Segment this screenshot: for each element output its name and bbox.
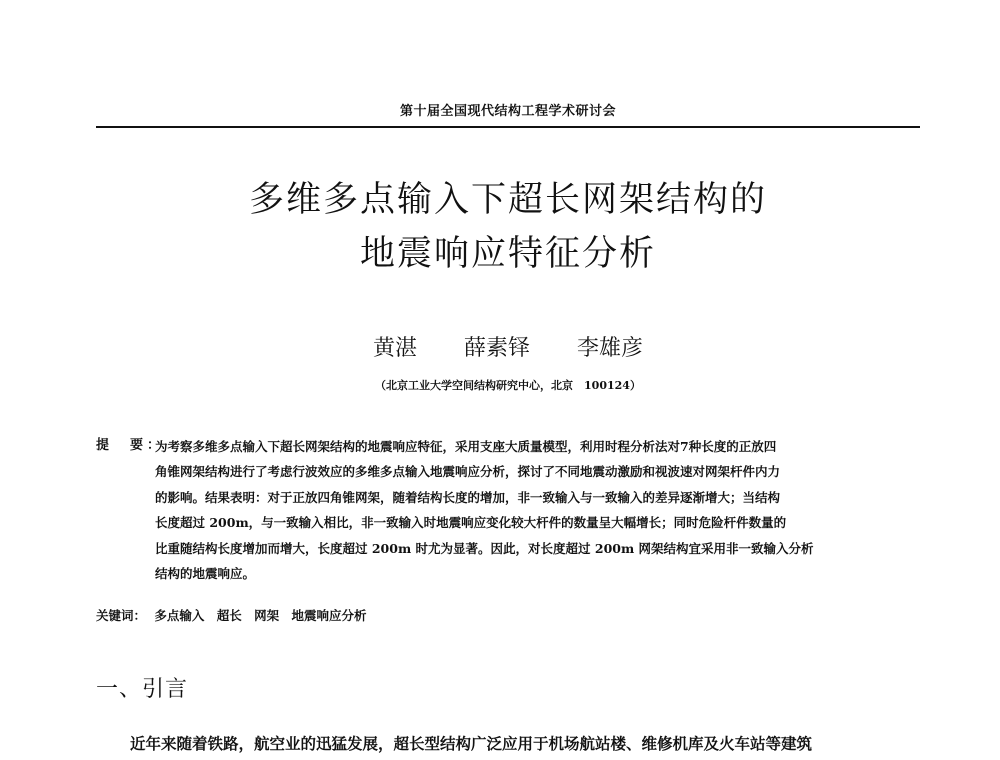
running-header: 第十届全国现代结构工程学术研讨会: [399, 104, 616, 119]
author-name: 黄湛: [372, 336, 417, 361]
keyword: 多点输入: [154, 608, 205, 623]
abstract-body: [155, 434, 915, 586]
keywords: [96, 606, 375, 624]
keyword: 地震响应分析: [291, 608, 367, 623]
keyword: 超长: [216, 608, 242, 623]
header-rule: [96, 126, 920, 128]
author-name: 薛素铎: [463, 336, 530, 361]
section-heading: 一、引言: [96, 677, 189, 702]
abstract-line: 比重随结构长度增加而增大，长度超过 200m 时尤为显著。因此，对长度超过 200m 网架结构宜采用非一致输入分析: [155, 540, 814, 556]
paper-title-line-1: 多维多点输入下超长网架结构的: [248, 180, 767, 220]
abstract-label: 提 要：: [96, 438, 165, 453]
abstract-line: 角锥网架结构进行了考虑行波效应的多维多点输入地震响应分析，探讨了不同地震动激励和视波速对网架杆件内力: [155, 464, 781, 480]
abstract-line: 为考察多维多点输入下超长网架结构的地震响应特征，采用支座大质量模型，利用时程分析法对7种长度的正放四: [155, 439, 777, 454]
paper-title-line-2: 地震响应特征分析: [359, 234, 656, 274]
affiliation: （北京工业大学空间结构研究中心，北京 100124）: [375, 379, 641, 392]
abstract-line: 长度超过 200m，与一致输入相比，非一致输入时地震响应变化较大杆件的数量呈大幅增长；同时危险杆件数量的: [155, 515, 787, 531]
abstract-line: 的影响。结果表明：对于正放四角锥网架，随着结构长度的增加，非一致输入与一致输入的差异逐渐增大；当结构: [155, 489, 781, 505]
author-list: [96, 331, 920, 362]
keyword: 网架: [254, 608, 280, 623]
intro-paragraph: 近年来随着铁路，航空业的迅猛发展，超长型结构广泛应用于机场航站楼、维修机库及火车站等建筑: [130, 734, 813, 753]
abstract-line: 结构的地震响应。: [155, 566, 256, 582]
author-name: 李雄彦: [577, 336, 644, 361]
keywords-label: 关键词：: [96, 608, 147, 623]
